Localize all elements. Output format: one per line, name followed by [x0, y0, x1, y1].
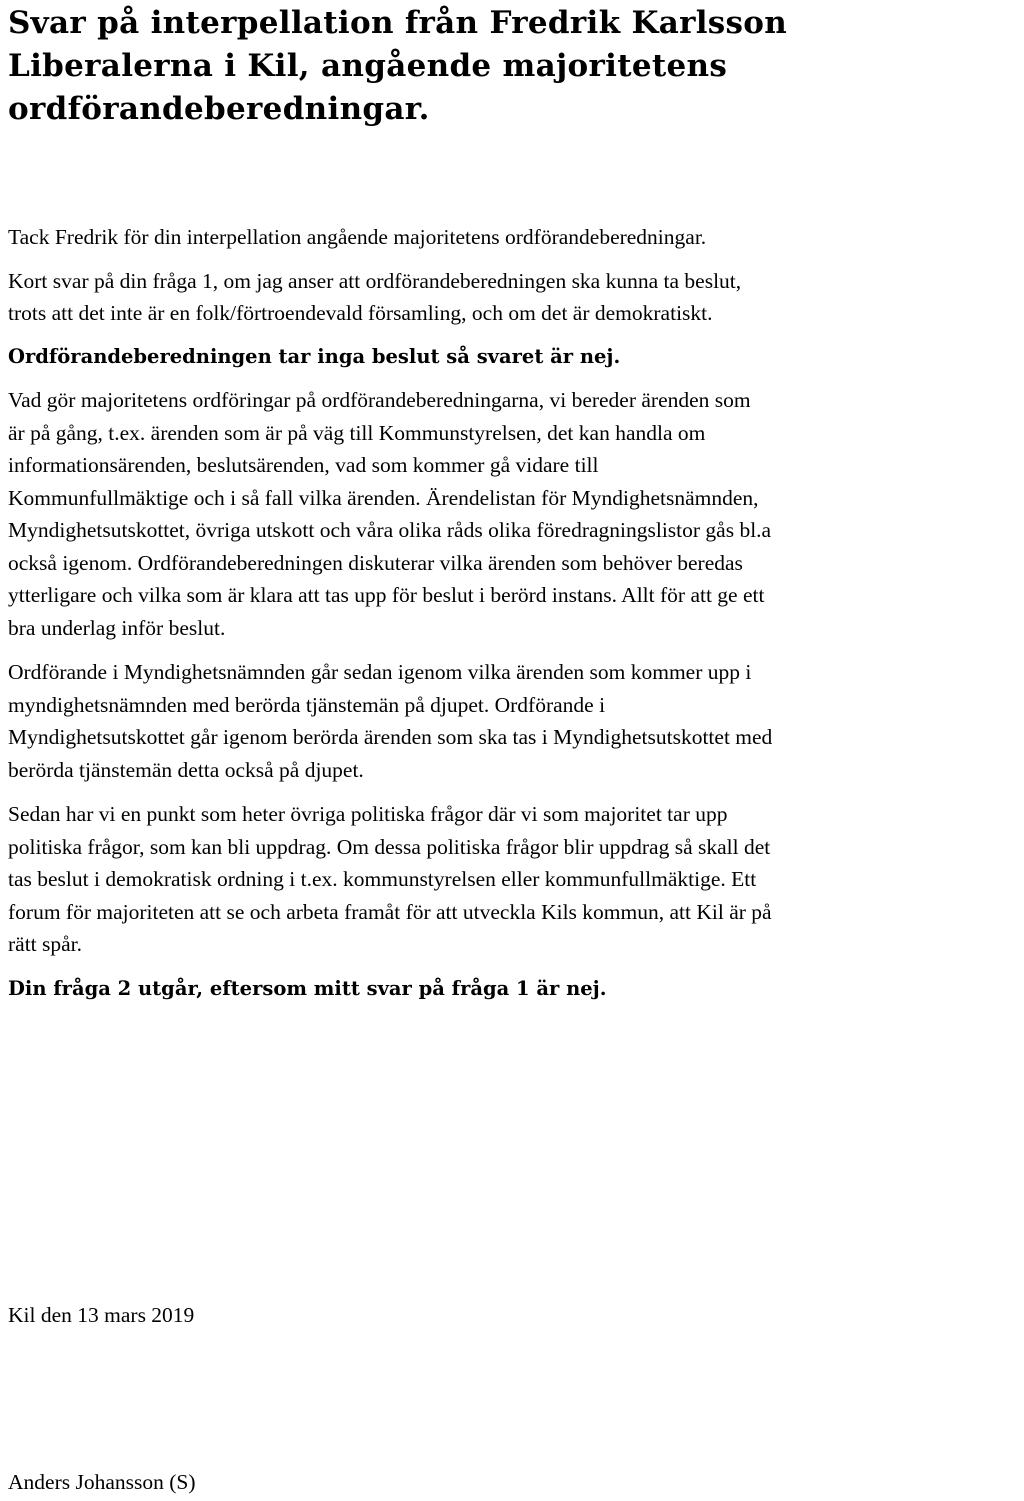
text-line: Tack Fredrik för din interpellation angående majoritetens ordförandeberedningar.	[8, 225, 707, 249]
paragraph-thanks	[8, 221, 1022, 254]
text-line: forum för majoriteten att se och arbeta framåt för att utveckla Kils kommun, att Kil är på	[8, 899, 772, 924]
text-line: Kort svar på din fråga 1, om jag anser att ordförandeberedningen ska kunna ta beslut,	[8, 268, 742, 293]
text-line: politiska frågor, som kan bli uppdrag. Om dessa politiska frågor blir uppdrag så skall det	[8, 834, 771, 859]
text-line: rätt spår.	[8, 932, 83, 956]
place-and-date: Kil den 13 mars 2019	[8, 1303, 195, 1327]
paragraph-chairs	[8, 656, 1022, 786]
text-line: Myndighetsutskottet, övriga utskott och våra olika råds olika föredragningslistor gås bl.a	[8, 518, 772, 542]
text-line: berörda tjänstemän detta också på djupet.	[8, 757, 364, 782]
signature: Anders Johansson (S)	[8, 1470, 196, 1494]
text-line: ytterligare och vilka som är klara att tas upp för beslut i berörd instans. Allt för att ge ett	[8, 583, 765, 607]
text-line: Ordförandeberedningen tar inga beslut så svaret är nej.	[8, 344, 621, 368]
text-line: tas beslut i demokratisk ordning i t.ex. kommunstyrelsen eller kommunfullmäktige. Ett	[8, 867, 757, 891]
document-body	[8, 221, 1022, 1005]
text-line: Ordförande i Myndighetsnämnden går sedan igenom vilka ärenden som kommer upp i	[8, 660, 752, 684]
paragraph-political-questions	[8, 798, 1022, 961]
text-line: Vad gör majoritetens ordföringar på ordförandeberedningarna, vi bereder ärenden som	[8, 388, 751, 412]
paragraph-description	[8, 384, 1022, 644]
title-line: ordförandeberedningar.	[8, 91, 430, 127]
text-line: informationsärenden, beslutsärenden, vad som kommer gå vidare till	[8, 453, 599, 477]
title-line: Svar på interpellation från Fredrik Karlsson	[8, 5, 788, 41]
title-line: Liberalerna i Kil, angående majoritetens	[8, 48, 728, 84]
paragraph-question-1	[8, 265, 1022, 330]
text-line: myndighetsnämnden med berörda tjänstemän på djupet. Ordförande i	[8, 692, 606, 717]
paragraph-question-2-bold	[8, 973, 1022, 1006]
text-line: Kommunfullmäktige och i så fall vilka ärenden. Ärendelistan för Myndighetsnämnden,	[8, 485, 759, 510]
document-title	[8, 2, 1018, 131]
text-line: är på gång, t.ex. ärenden som är på väg till Kommunstyrelsen, det kan handla om	[8, 420, 706, 445]
text-line: trots att det inte är en folk/förtroendevald församling, och om det är demokratiskt.	[8, 301, 713, 325]
text-line: Din fråga 2 utgår, eftersom mitt svar på fråga 1 är nej.	[8, 976, 607, 1000]
text-line: bra underlag inför beslut.	[8, 615, 226, 640]
paragraph-answer-bold	[8, 341, 1022, 374]
text-line: Myndighetsutskottet går igenom berörda ärenden som ska tas i Myndighetsutskottet med	[8, 725, 773, 749]
text-line: också igenom. Ordförandeberedningen diskuterar vilka ärenden som behöver beredas	[8, 550, 743, 575]
text-line: Sedan har vi en punkt som heter övriga politiska frågor där vi som majoritet tar upp	[8, 802, 728, 826]
